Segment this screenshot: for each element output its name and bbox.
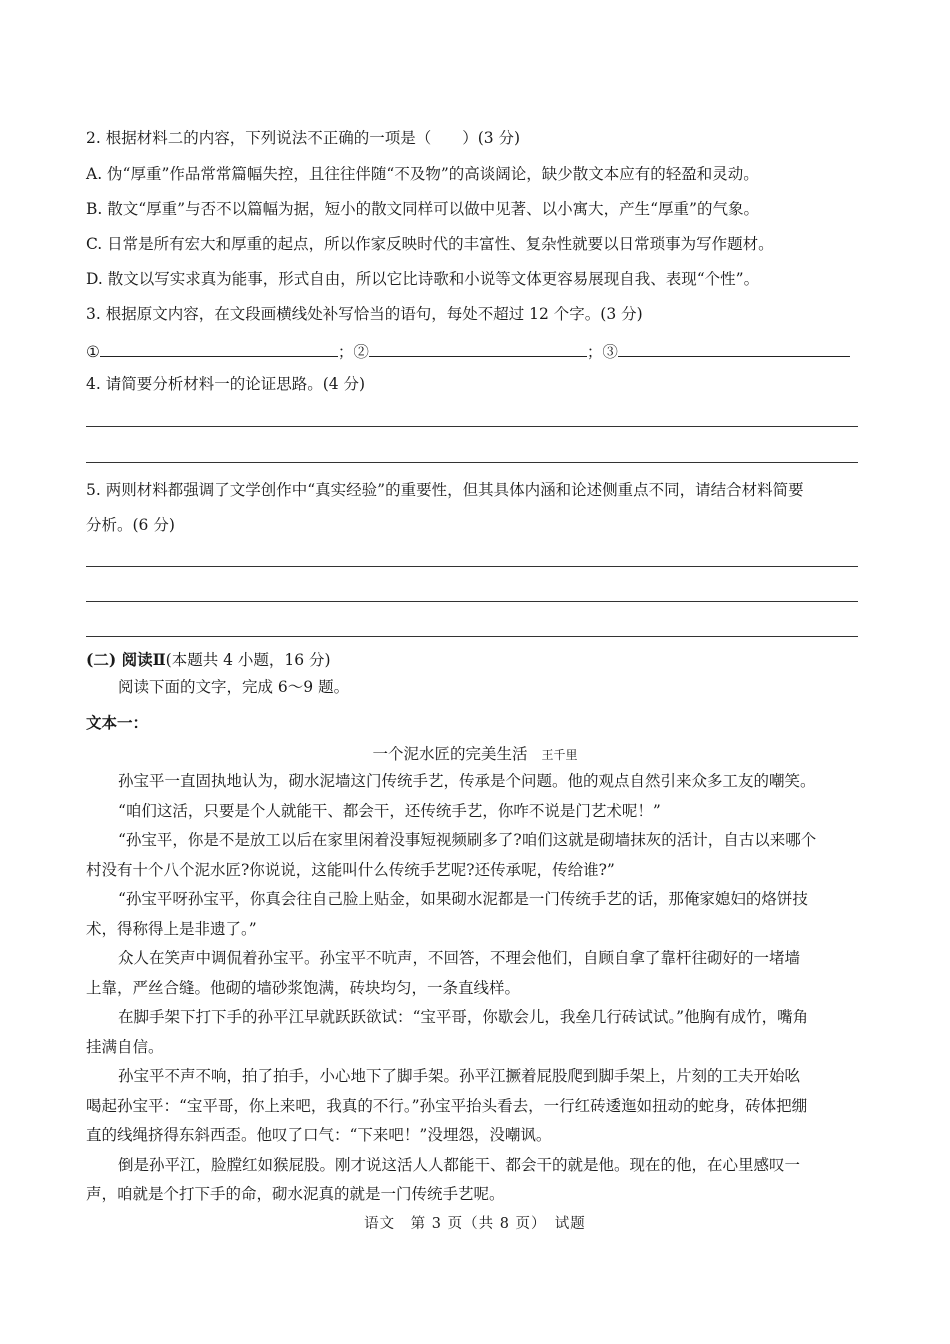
story-line: “咱们这活，只要是个人就能干、都会干，还传统手艺，你咋不说是门艺术呢！” [118,802,661,820]
q4-answer-line-2[interactable] [86,462,858,463]
q4-stem: 4. 请简要分析材料一的论证思路。(4 分) [86,375,366,393]
story-line: “孙宝平，你是不是放工以后在家里闲着没事短视频刷多了?咱们这就是砌墙抹灰的活计，自古以来哪个 [118,831,817,849]
answer-blank-2[interactable] [369,340,587,357]
q5-answer-line-3[interactable] [86,636,858,637]
story-line: 喝起孙宝平：“宝平哥，你上来吧，我真的不行。”孙宝平抬头看去，一行红砖逶迤如扭动的蛇身，砖体把绷 [86,1097,808,1115]
page-footer: 语文 第 3 页（共 8 页） 试题 [364,1216,586,1232]
story-author: 王千里 [541,748,578,762]
q3-stem: 3. 根据原文内容，在文段画横线处补写恰当的语句，每处不超过 12 个字。(3 分) [86,305,643,323]
section-heading [86,650,331,670]
story-line: 直的线绳挤得东斜西歪。他叹了口气：“下来吧！”没埋怨，没嘲讽。 [86,1126,552,1144]
story-title: 一个泥水匠的完美生活 [372,745,528,763]
story-line: 孙宝平一直固执地认为，砌水泥墙这门传统手艺，传承是个问题。他的观点自然引来众多工友的嘲笑。 [118,772,816,790]
story-line: 上靠，严丝合缝。他砌的墙砂浆饱满，砖块均匀，一条直线样。 [86,979,521,997]
blank-mark-2: ；② [337,343,369,361]
story-line: 孙宝平不声不响，拍了拍手，小心地下了脚手架。孙平江撅着屁股爬到脚手架上，片刻的工夫开始吆 [118,1067,801,1085]
q2-stem: 2. 根据材料二的内容，下列说法不正确的一项是（ ）(3 分) [86,129,521,147]
q5-answer-line-2[interactable] [86,601,858,602]
story-line: 在脚手架下打下手的孙平江早就跃跃欲试：“宝平哥，你歇会儿，我垒几行砖试试。”他胸有成竹，嘴角 [118,1008,809,1026]
q5-answer-line-1[interactable] [86,566,858,567]
answer-blank-1[interactable] [100,340,338,357]
section-heading-info: (本题共 4 小题，16 分) [165,651,331,669]
story-line: 术，得称得上是非遗了。” [86,920,257,938]
q5-stem-line-2: 分析。(6 分) [86,516,175,534]
story-line: 倒是孙平江，脸膛红如猴屁股。刚才说这活人人都能干、都会干的就是他。现在的他，在心里感叹一 [118,1156,801,1174]
story-line: 众人在笑声中调侃着孙宝平。孙宝平不吭声，不回答，不理会他们，自顾自拿了靠杆往砌好的一堵墙 [118,949,801,967]
story-line: “孙宝平呀孙宝平，你真会往自己脸上贴金，如果砌水泥都是一门传统手艺的话，那俺家媳妇的烙饼技 [118,890,808,908]
story-line: 村没有十个八个泥水匠?你说说，这能叫什么传统手艺呢?还传承呢，传给谁?” [86,861,615,879]
q3-answer-blanks [86,340,850,362]
blank-mark-3: ；③ [586,343,618,361]
blank-mark-1: ① [86,343,100,361]
section-instruction: 阅读下面的文字，完成 6～9 题。 [118,678,350,696]
q5-stem-line-1: 5. 两则材料都强调了文学创作中“真实经验”的重要性，但其具体内涵和论述侧重点不同，请结合材料简要 [86,481,804,499]
story-title-line [0,742,950,764]
q2-option-d: D. 散文以写实求真为能事，形式自由，所以它比诗歌和小说等文体更容易展现自我、表现“个性”。 [86,270,760,288]
q2-option-c: C. 日常是所有宏大和厚重的起点，所以作家反映时代的丰富性、复杂性就要以日常琐事为写作题材。 [86,235,774,253]
q2-option-a: A. 伪“厚重”作品常常篇幅失控，且往往伴随“不及物”的高谈阔论，缺少散文本应有的轻盈和灵动。 [86,165,759,183]
section-heading-bold: (二) 阅读Ⅱ [86,650,166,669]
answer-blank-3[interactable] [618,340,850,357]
story-line: 声，咱就是个打下手的命，砌水泥真的就是一门传统手艺呢。 [86,1185,505,1203]
q2-option-b: B. 散文“厚重”与否不以篇幅为据，短小的散文同样可以做中见著、以小寓大，产生“厚重”的气象。 [86,200,759,218]
q4-answer-line-1[interactable] [86,426,858,427]
text1-label: 文本一： [86,713,149,732]
story-line: 挂满自信。 [86,1038,164,1056]
